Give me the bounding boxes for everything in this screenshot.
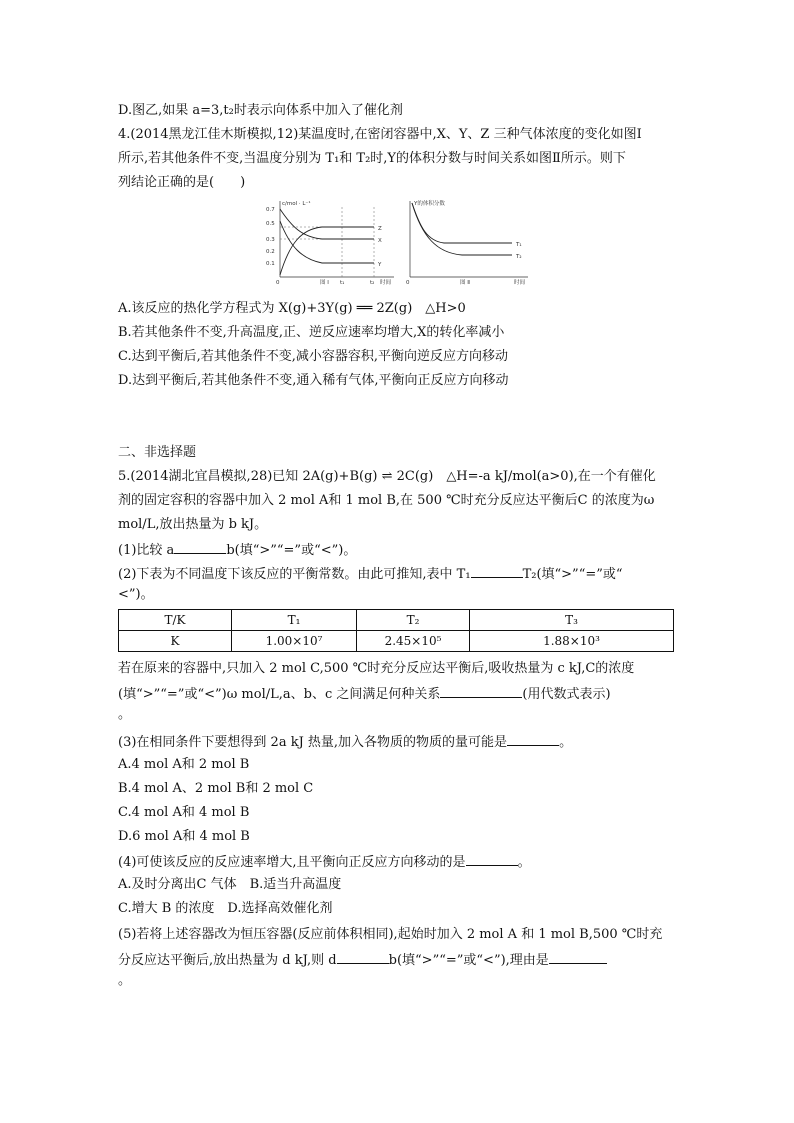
- fig2-ylabel: Y的体积分数: [414, 201, 445, 207]
- fig1-ytick: 0.1: [266, 261, 275, 267]
- q5-part4-options-line2: C.增大 B 的浓度 D.选择高效催化剂: [118, 901, 333, 916]
- answer-blank[interactable]: [549, 950, 607, 964]
- q4-option-d: D.达到平衡后,若其他条件不变,通入稀有气体,平衡向正反应方向移动: [118, 373, 509, 388]
- q5-part4-text: (4)可使该反应的反应速率增大,且平衡向正反应方向移动的是: [118, 855, 466, 870]
- fig1-ytick: 0.3: [266, 237, 275, 243]
- q5-part4-end: 。: [517, 855, 531, 870]
- q5-part2-after-line2: [118, 684, 678, 704]
- q5-part2-after-suffix: (用代数式表示): [522, 687, 611, 702]
- q4-stem-line3: 列结论正确的是( ): [118, 175, 246, 190]
- q5-stem-line2: 剂的固定容积的容器中加入 2 mol A和 1 mol B,在 500 ℃时充分反应达平衡后C 的浓度为ω: [118, 493, 655, 508]
- fig1-xlabel: 时间: [380, 280, 392, 285]
- q5-part5-mid: b(填“>”“=”或“<”),理由是: [388, 953, 549, 968]
- q5-stem-line3: mol/L,放出热量为 b kJ。: [118, 517, 268, 532]
- fig1-xtick: 0: [276, 280, 280, 285]
- table-header-cell: T₃: [470, 610, 674, 631]
- fig1-caption: 图 Ⅰ: [320, 280, 329, 285]
- q5-part2-suffix: T₂(填“>”“=”或“: [522, 567, 623, 582]
- table-row: [119, 631, 674, 652]
- q5-part1: [118, 540, 678, 560]
- q4-stem-line2: 所示,若其他条件不变,当温度分别为 T₁和 T₂时,Y的体积分数与时间关系如图Ⅱ所示。则下: [118, 151, 626, 166]
- table-header-cell: T/K: [119, 610, 232, 631]
- q5-stem-line1: 5.(2014湖北宜昌模拟,28)已知 2A(g)+B(g) ⇌ 2C(g) △H=-a kJ/mol(a>0),在一个有催化: [118, 469, 656, 484]
- table-cell: 1.88×10³: [470, 631, 674, 652]
- answer-blank[interactable]: [440, 684, 522, 698]
- equilibrium-constant-table: [118, 609, 674, 652]
- fig2-series-label: T₂: [516, 254, 522, 260]
- q4-stem-line1: 4.(2014黑龙江佳木斯模拟,12)某温度时,在密闭容器中,X、Y、Z 三种气体浓度的变化如图Ⅰ: [118, 127, 642, 142]
- q5-part2-line2: <”)。: [118, 587, 154, 602]
- q5-part5-line2: [118, 950, 678, 970]
- fig1-series-label: Y: [378, 262, 382, 268]
- fig2-xlabel: 时间: [514, 280, 526, 285]
- table-row-label: K: [119, 631, 232, 652]
- option-d-previous: D.图乙,如果 a=3,t₂时表示向体系中加入了催化剂: [118, 103, 403, 118]
- fig1-ytick: 0.7: [266, 207, 275, 213]
- table-cell: 2.45×10⁵: [357, 631, 470, 652]
- q5-part4-options-line1: A.及时分离出C 气体 B.适当升高温度: [118, 877, 342, 892]
- q5-part5-line1: (5)若将上述容器改为恒压容器(反应前体积相同),起始时加入 2 mol A 和 1 mol B,500 ℃时充: [118, 927, 663, 942]
- q4-option-b: B.若其他条件不变,升高温度,正、逆反应速率均增大,X的转化率减小: [118, 325, 505, 340]
- table-cell: 1.00×10⁷: [232, 631, 357, 652]
- table-row: [119, 610, 674, 631]
- fig2-caption: 图 Ⅱ: [460, 280, 470, 285]
- fig2-origin: 0: [406, 280, 410, 285]
- q5-part3: [118, 732, 678, 752]
- fig1-series-label: X: [378, 238, 382, 244]
- q5-part2-after-line1: 若在原来的容器中,只加入 2 mol C,500 ℃时充分反应达平衡后,吸收热量为 c kJ,C的浓度: [118, 661, 635, 676]
- fig1-xtick: t₁: [340, 280, 345, 285]
- fig1-ytick: 0.2: [266, 249, 275, 255]
- answer-blank[interactable]: [466, 852, 518, 866]
- q5-part3-option-c: C.4 mol A和 4 mol B: [118, 805, 250, 820]
- q5-part3-option-a: A.4 mol A和 2 mol B: [118, 757, 250, 772]
- q5-part3-text: (3)在相同条件下要想得到 2a kJ 热量,加入各物质的物质的量可能是: [118, 735, 508, 750]
- q5-part3-option-b: B.4 mol A、2 mol B和 2 mol C: [118, 781, 314, 796]
- figure-2: [406, 199, 528, 285]
- answer-blank[interactable]: [174, 540, 226, 554]
- fig1-ylabel: c/mol · L⁻¹: [282, 201, 311, 207]
- fig2-series-label: T₁: [516, 242, 522, 248]
- answer-blank[interactable]: [507, 732, 559, 746]
- figure-1: [266, 200, 394, 285]
- q5-part3-end: 。: [559, 735, 573, 750]
- table-header-cell: T₁: [232, 610, 357, 631]
- answer-blank[interactable]: [337, 950, 389, 964]
- q5-part4: [118, 852, 678, 872]
- q5-part2-prefix: (2)下表为不同温度下该反应的平衡常数。由此可推知,表中 T₁: [118, 567, 471, 582]
- answer-blank[interactable]: [471, 564, 523, 578]
- q5-part5-line3: 。: [118, 973, 132, 988]
- section-title: 二、非选择题: [118, 445, 197, 460]
- q5-part3-option-d: D.6 mol A和 4 mol B: [118, 829, 250, 844]
- q5-part5-prefix: 分反应达平衡后,放出热量为 d kJ,则 d: [118, 953, 337, 968]
- q4-option-a: A.该反应的热化学方程式为 X(g)+3Y(g) ══ 2Z(g) △H>0: [118, 301, 466, 316]
- q5-part2-line1: [118, 564, 678, 584]
- q5-part1-prefix: (1)比较 a: [118, 543, 175, 558]
- q5-part1-suffix: b(填“>”“=”或“<”)。: [226, 543, 357, 558]
- q4-option-c: C.达到平衡后,若其他条件不变,减小容器容积,平衡向逆反应方向移动: [118, 349, 509, 364]
- fig1-ytick: 0.5: [266, 221, 275, 227]
- table-header-cell: T₂: [357, 610, 470, 631]
- fig1-xtick: t₂: [370, 280, 375, 285]
- q5-part2-after-line3: 。: [118, 707, 132, 722]
- fig1-series-label: Z: [378, 226, 382, 232]
- q5-part2-after-prefix: (填“>”“=”或“<”)ω mol/L,a、b、c 之间满足何种关系: [118, 687, 441, 702]
- q4-figures: [262, 197, 532, 285]
